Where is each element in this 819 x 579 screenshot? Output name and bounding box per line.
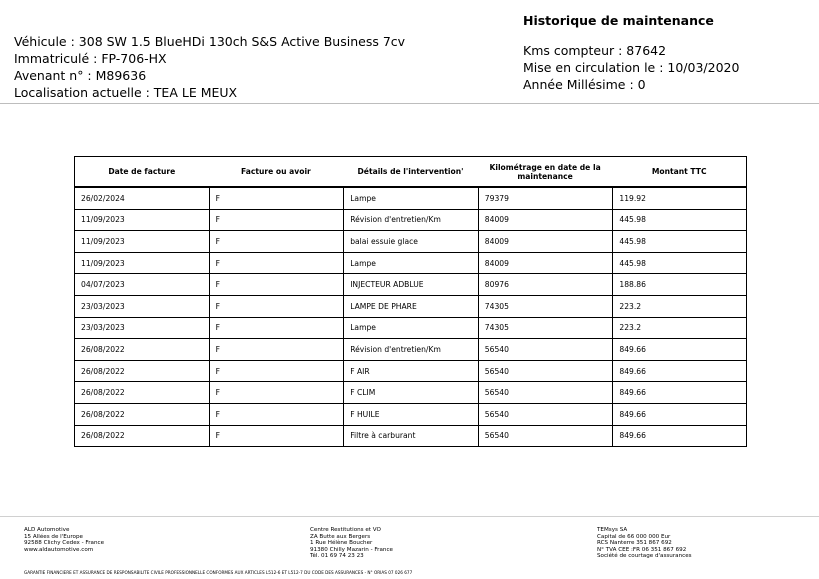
cell-intervention: Lampe [343, 187, 478, 209]
footer-line: 15 Allées de l'Europe [24, 533, 83, 540]
cell-amount: 849.66 [612, 338, 746, 360]
footer-website-link[interactable]: www.aldautomotive.com [24, 546, 94, 553]
table-row [75, 273, 746, 295]
header-intervention-details: Détails de l'intervention' [343, 157, 478, 187]
cell-invoice-type: F [209, 230, 344, 252]
table-row [75, 425, 746, 447]
footer-divider [0, 516, 819, 517]
model-year: Année Millésime : 0 [523, 77, 646, 92]
cell-intervention: LAMPE DE PHARE [343, 295, 478, 317]
footer-line: Société de courtage d'assurances [597, 553, 692, 560]
footer-line: TEMsys SA [597, 527, 628, 533]
cell-amount: 849.66 [612, 360, 746, 382]
footer-line: ZA Butte aux Bergers [310, 533, 371, 540]
cell-invoice-type: F [209, 360, 344, 382]
cell-invoice-type: F [209, 209, 344, 231]
cell-mileage: 56540 [478, 381, 613, 403]
footer-line: Capital de 66 000 000 Eur [597, 533, 671, 540]
cell-mileage: 84009 [478, 252, 613, 274]
cell-intervention: Révision d'entretien/Km [343, 338, 478, 360]
cell-intervention: Lampe [343, 317, 478, 339]
header-amount: Montant TTC [612, 157, 746, 187]
cell-intervention: Lampe [343, 252, 478, 274]
footer-line: 92588 Clichy Cedex - France [24, 540, 105, 547]
cell-intervention: F HUILE [343, 403, 478, 425]
table-row [75, 295, 746, 317]
cell-amount: 849.66 [612, 425, 746, 447]
cell-invoice-date: 26/08/2022 [75, 403, 209, 425]
cell-amount: 849.66 [612, 403, 746, 425]
cell-mileage: 74305 [478, 295, 613, 317]
cell-mileage: 74305 [478, 317, 613, 339]
footer-line: 1 Rue Hélène Boucher [310, 540, 373, 547]
cell-intervention: Filtre à carburant [343, 425, 478, 447]
table-row [75, 317, 746, 339]
footer-line: 91380 Chilly Mazarin - France [310, 546, 393, 553]
legal-notice: GARANTIE FINANCIERE ET ASSURANCE DE RESPONSABILITE CIVILE PROFESSIONNELLE CONFORMES AUX ARTICLES L512-6 ET L512-7 DU CODE DES ASSURANCES - N° ORIAS 07 026 677 [24, 570, 413, 575]
cell-intervention: F CLIM [343, 381, 478, 403]
cell-invoice-date: 26/08/2022 [75, 360, 209, 382]
table-row [75, 252, 746, 274]
cell-invoice-type: F [209, 338, 344, 360]
header-divider [0, 103, 819, 104]
cell-amount: 188.86 [612, 273, 746, 295]
vehicle-amendment: Avenant n° : M89636 [14, 68, 147, 83]
cell-mileage: 79379 [478, 187, 613, 209]
cell-invoice-type: F [209, 425, 344, 447]
cell-invoice-date: 26/08/2022 [75, 381, 209, 403]
cell-mileage: 56540 [478, 338, 613, 360]
cell-amount: 119.92 [612, 187, 746, 209]
cell-invoice-date: 11/09/2023 [75, 230, 209, 252]
cell-amount: 445.98 [612, 252, 746, 274]
cell-intervention: balai essuie glace [343, 230, 478, 252]
cell-invoice-date: 26/02/2024 [75, 187, 209, 209]
vehicle-model: Véhicule : 308 SW 1.5 BlueHDi 130ch S&S Active Business 7cv [14, 34, 406, 49]
cell-intervention: F AIR [343, 360, 478, 382]
cell-amount: 445.98 [612, 230, 746, 252]
table-row [75, 403, 746, 425]
cell-invoice-date: 11/09/2023 [75, 252, 209, 274]
footer-middle [310, 527, 393, 560]
footer-line: ALD Automotive [24, 527, 70, 533]
footer-line: Centre Restitutions et VO [310, 527, 381, 533]
cell-invoice-date: 26/08/2022 [75, 338, 209, 360]
cell-mileage: 80976 [478, 273, 613, 295]
cell-mileage: 84009 [478, 209, 613, 231]
cell-invoice-date: 23/03/2023 [75, 295, 209, 317]
cell-amount: 849.66 [612, 381, 746, 403]
maintenance-table [74, 156, 747, 447]
header-mileage: Kilométrage en date de la maintenance [478, 157, 613, 187]
cell-invoice-type: F [209, 252, 344, 274]
cell-intervention: INJECTEUR ADBLUE [343, 273, 478, 295]
table-row [75, 381, 746, 403]
header-invoice-or-credit: Facture ou avoir [209, 157, 344, 187]
table-row [75, 230, 746, 252]
header-invoice-date: Date de facture [75, 157, 209, 187]
vehicle-location: Localisation actuelle : TEA LE MEUX [14, 85, 238, 100]
table-row [75, 338, 746, 360]
cell-invoice-type: F [209, 273, 344, 295]
cell-mileage: 56540 [478, 360, 613, 382]
cell-invoice-date: 11/09/2023 [75, 209, 209, 231]
cell-invoice-type: F [209, 295, 344, 317]
footer-right [597, 527, 692, 560]
cell-amount: 445.98 [612, 209, 746, 231]
cell-mileage: 56540 [478, 425, 613, 447]
cell-intervention: Révision d'entretien/Km [343, 209, 478, 231]
cell-invoice-type: F [209, 403, 344, 425]
footer-line: Tél. 01 69 74 23 23 [310, 553, 364, 560]
first-registration-date: Mise en circulation le : 10/03/2020 [523, 60, 740, 75]
footer-line: N° TVA CEE :FR 06 351 867 692 [597, 546, 687, 553]
cell-mileage: 84009 [478, 230, 613, 252]
maintenance-summary [523, 12, 739, 93]
mileage-counter: Kms compteur : 87642 [523, 43, 667, 58]
cell-invoice-type: F [209, 187, 344, 209]
footer-left [24, 527, 104, 553]
cell-invoice-date: 23/03/2023 [75, 317, 209, 339]
table-header-row [75, 157, 746, 187]
table-row [75, 187, 746, 209]
vehicle-plate: Immatriculé : FP-706-HX [14, 51, 167, 66]
cell-invoice-type: F [209, 381, 344, 403]
footer-line: RCS Nanterre 351 867 692 [597, 540, 672, 547]
vehicle-info [14, 33, 405, 101]
table-row [75, 209, 746, 231]
cell-invoice-date: 26/08/2022 [75, 425, 209, 447]
cell-invoice-type: F [209, 317, 344, 339]
cell-amount: 223.2 [612, 295, 746, 317]
cell-amount: 223.2 [612, 317, 746, 339]
cell-mileage: 56540 [478, 403, 613, 425]
page-title: Historique de maintenance [523, 13, 714, 28]
table-row [75, 360, 746, 382]
cell-invoice-date: 04/07/2023 [75, 273, 209, 295]
